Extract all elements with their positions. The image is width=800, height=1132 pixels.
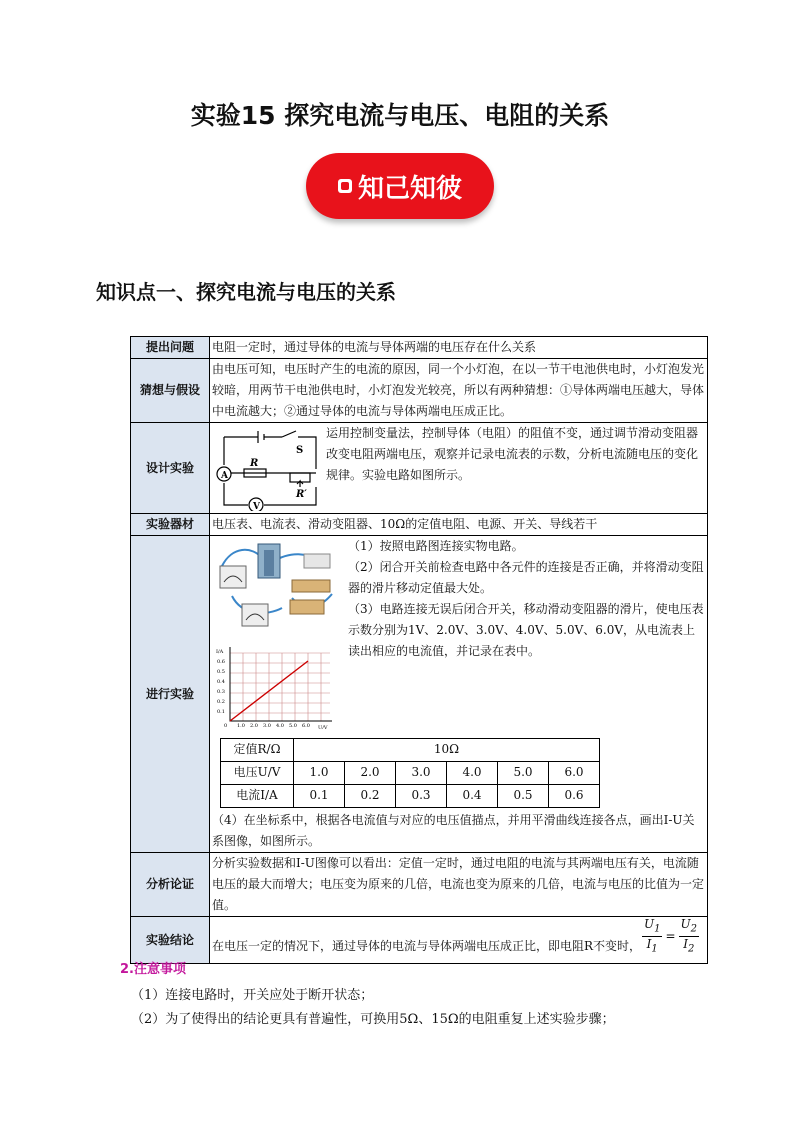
row-label-design: 设计实验 [131, 423, 210, 514]
hypothesis-text: 由电压可知，电压时产生的电流的原因，同一个小灯泡，在以一节干电池供电时，小灯泡发光较暗，用两节干电池供电时，小灯泡发光较亮，所以有两种猜想：①导体两端电压越大，导体中电流越大；②通过导体的电流与导体两端电压成正比。 [210, 359, 708, 423]
circuit-diagram [212, 423, 322, 511]
x-tick: 1.0 [237, 723, 245, 729]
iu-graph [212, 645, 332, 729]
i-value: 0.5 [498, 785, 549, 808]
badge-label: 知己知彼 [357, 173, 462, 204]
r-label: 定值R/Ω [221, 739, 294, 762]
rheostat-label: R′ [296, 489, 307, 500]
sub: 2 [687, 943, 695, 955]
design-text: 运用控制变量法，控制导体（电阻）的阻值不变，通过调节滑动变阻器改变电阻两端电压，观察并记录电流表的示数，分析电流随电压的变化规律。实验电路如图所示。 [326, 426, 699, 482]
row-label-hypothesis: 猜想与假设 [131, 359, 210, 423]
u-value: 6.0 [549, 762, 600, 785]
note-1: （1）连接电路时，开关应处于断开状态； [131, 988, 374, 1003]
sub: 1 [654, 923, 661, 935]
note-2: （2）为了使得出的结论更具有普遍性，可换用5Ω、15Ω的电阻重复上述实验步骤； [131, 1012, 615, 1027]
analysis-text: 分析实验数据和I-U图像可以看出：定值一定时，通过电阻的电流与其两端电压有关，电流随电压的最大而增大；电压变为原来的几倍，电流也变为原来的几倍，电流与电压的比值为一定值。 [210, 853, 708, 917]
u-value: 1.0 [294, 762, 345, 785]
i-value: 0.2 [345, 785, 396, 808]
i-value: 0.4 [447, 785, 498, 808]
question-text: 电阻一定时，通过导体的电流与导体两端的电压存在什么关系 [210, 337, 708, 359]
i-value: 0.3 [396, 785, 447, 808]
x-tick: 2.0 [250, 723, 258, 729]
x-axis-label: U/V [318, 725, 328, 729]
u-value: 5.0 [498, 762, 549, 785]
step-3: （3）电路连接无误后闭合开关，移动滑动变阻器的滑片，使电压表示数分别为1V、2.0V、3.0V、4.0V、5.0V、6.0V，从电流表上读出相应的电流值，并记录在表中。 [348, 602, 704, 658]
ratio-formula [642, 917, 699, 957]
y-tick: 0.1 [217, 709, 225, 715]
x-tick: 3.0 [263, 723, 271, 729]
i2: I [683, 937, 688, 952]
y-tick: 0.5 [217, 669, 225, 675]
sub: 1 [651, 943, 658, 955]
badge [306, 153, 494, 219]
u-value: 4.0 [447, 762, 498, 785]
i1: I [646, 937, 652, 952]
procedure-steps [344, 536, 705, 736]
conclusion-text: 在电压一定的情况下，通过导体的电流与导体两端电压成正比，即电阻R不变时， [212, 938, 642, 953]
row-label-procedure: 进行实验 [131, 536, 210, 853]
i-value: 0.1 [294, 785, 345, 808]
r-value: 10Ω [294, 739, 600, 762]
u-label: 电压U/V [221, 762, 294, 785]
row-label-equipment: 实验器材 [131, 514, 210, 536]
y-axis-label: I/A [216, 649, 224, 655]
resistor-label: R [250, 458, 259, 469]
y-tick: 0.4 [217, 679, 225, 685]
apparatus-photo [212, 536, 342, 636]
step-4: （4）在坐标系中，根据各电流值与对应的电压值描点，并用平滑曲线连接各点，画出I-U关系图像，如图所示。 [212, 813, 695, 848]
row-label-analysis: 分析论证 [131, 853, 210, 917]
section-title: 知识点一、探究电流与电压的关系 [96, 280, 396, 304]
u-value: 2.0 [345, 762, 396, 785]
y-tick: 0.6 [217, 659, 225, 665]
data-table [220, 738, 600, 808]
i-value: 0.6 [549, 785, 600, 808]
x-tick: 5.0 [289, 723, 297, 729]
y-tick: 0.2 [217, 699, 225, 705]
step-2: （2）闭合开关前检查电路中各元件的连接是否正确，并将滑动变阻器的滑片移动定值最大处。 [348, 560, 704, 595]
home-icon [338, 179, 352, 193]
u2: U [680, 917, 691, 931]
u-value: 3.0 [396, 762, 447, 785]
sub: 2 [690, 923, 697, 935]
x-tick: 6.0 [302, 723, 310, 729]
u1: U [643, 917, 655, 931]
row-label-conclusion: 实验结论 [131, 917, 210, 964]
i-label: 电流I/A [221, 785, 294, 808]
y-tick: 0.3 [217, 689, 225, 695]
x-tick: 4.0 [276, 723, 284, 729]
switch-label: S [296, 445, 304, 456]
origin-label: 0 [224, 723, 228, 729]
step-1: （1）按照电路图连接实物电路。 [348, 539, 524, 553]
ammeter-label: A [221, 471, 228, 481]
experiment-table [130, 336, 708, 964]
equals: = [665, 929, 676, 944]
page-title: 实验15 探究电流与电压、电阻的关系 [190, 101, 610, 130]
row-label-question: 提出问题 [131, 337, 210, 359]
voltmeter-label: V [253, 502, 260, 511]
notes-heading: 2.注意事项 [120, 962, 186, 977]
equipment-text: 电压表、电流表、滑动变阻器、10Ω的定值电阻、电源、开关、导线若干 [210, 514, 708, 536]
